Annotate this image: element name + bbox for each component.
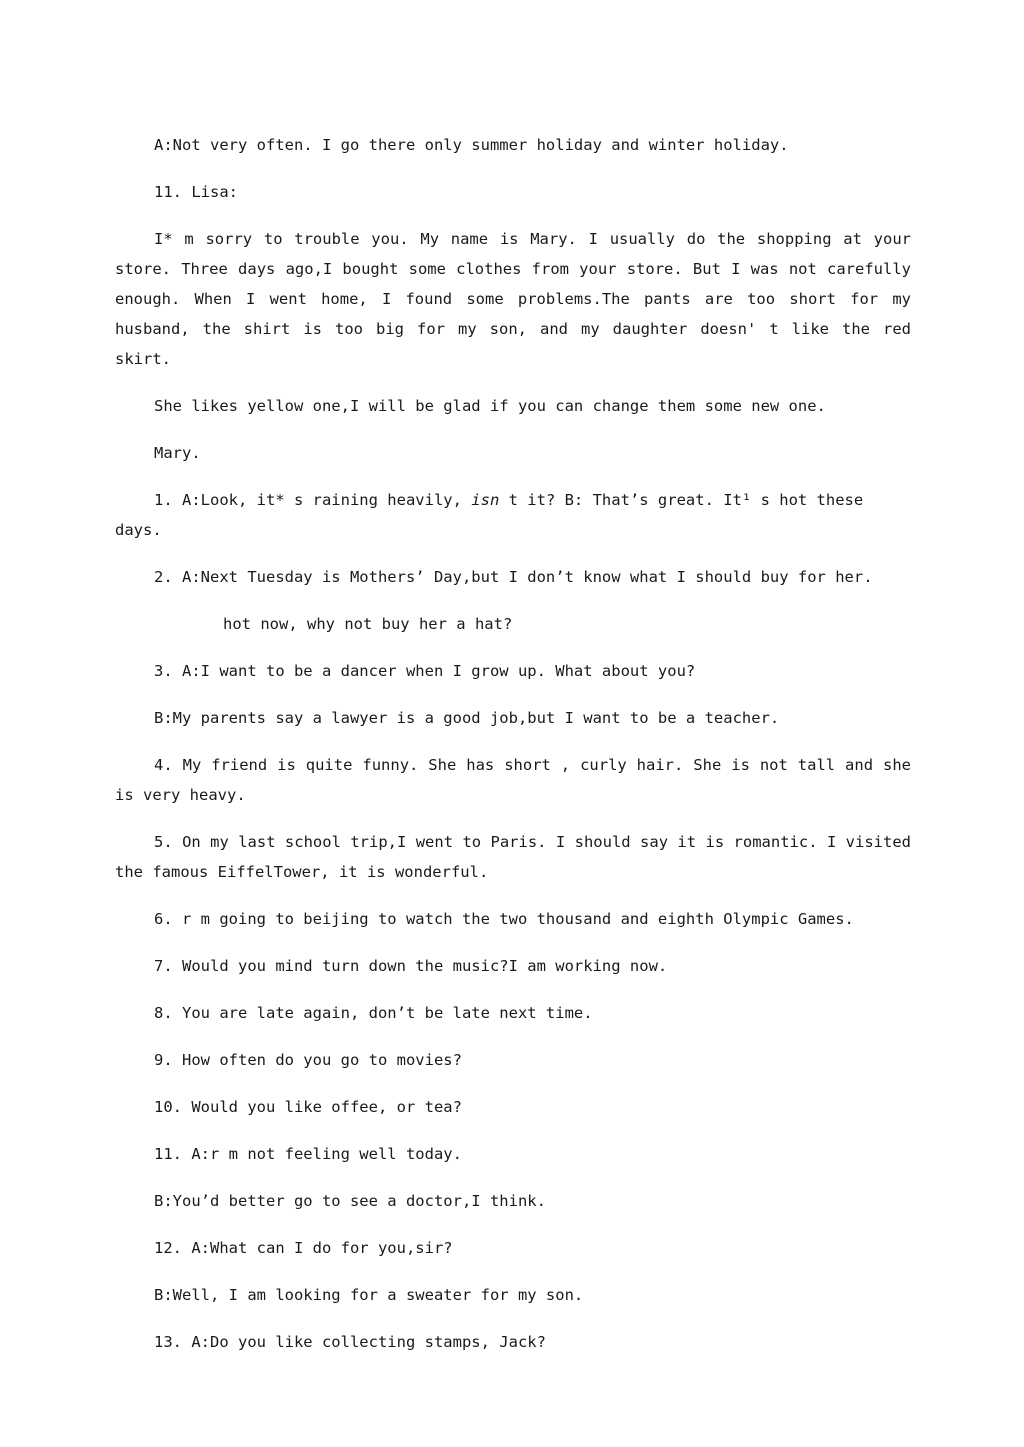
paragraph-item-12: 12. A:What can I do for you,sir? [154, 1239, 453, 1257]
paragraph-item-4: 4. My friend is quite funny. She has short , curly hair. She is not tall and she is very heavy. [115, 756, 911, 804]
paragraph-item-10: 10. Would you like offee, or tea? [154, 1098, 462, 1116]
paragraph-answer-a: A:Not very often. I go there only summer holiday and winter holiday. [154, 136, 789, 154]
paragraph-item-1 [115, 485, 911, 545]
paragraph-letter-body: I* m sorry to trouble you. My name is Mary. I usually do the shopping at your store. Three days ago,I bought some clothes from your store. But I was not carefully enough. When I went home, I found some problems.The pants are too short for my husband, the shirt is too big for my son, and my daughter doesn' t like the red skirt. [115, 230, 911, 368]
item-1-part-a: 1. A:Look, it* s raining heavily, [154, 491, 472, 509]
paragraph-item-11: 11. A:r m not feeling well today. [154, 1145, 462, 1163]
paragraph-item-7: 7. Would you mind turn down the music?I am working now. [154, 957, 668, 975]
paragraph-item-9: 9. How often do you go to movies? [154, 1051, 462, 1069]
paragraph-item-2: 2. A:Next Tuesday is Mothers’ Day,but I don’t know what I should buy for her. [154, 568, 873, 586]
paragraph-item-6: 6. r m going to beijing to watch the two thousand and eighth Olympic Games. [154, 910, 854, 928]
paragraph-signature: Mary. [154, 444, 201, 462]
paragraph-item-13: 13. A:Do you like collecting stamps, Jack? [154, 1333, 546, 1351]
paragraph-item-3-reply: B:My parents say a lawyer is a good job,but I want to be a teacher. [154, 709, 780, 727]
paragraph-item-8: 8. You are late again, don’t be late next time. [154, 1004, 593, 1022]
item-1-part-c: t it? B: That’s great. It¹ s hot these days. [115, 491, 864, 539]
item-1-italic-word: isn [471, 491, 500, 509]
paragraph-heading-lisa: 11. Lisa: [154, 183, 238, 201]
paragraph-item-2-continuation: hot now, why not buy her a hat? [223, 615, 513, 633]
document-body [115, 130, 911, 1374]
paragraph-item-11-reply: B:You’d better go to see a doctor,I think. [154, 1192, 546, 1210]
paragraph-item-3: 3. A:I want to be a dancer when I grow up. What about you? [154, 662, 696, 680]
paragraph-item-5: 5. On my last school trip,I went to Paris. I should say it is romantic. I visited the famous EiffelTower, it is wonderful. [115, 833, 911, 881]
paragraph-letter-request: She likes yellow one,I will be glad if you can change them some new one. [154, 397, 826, 415]
paragraph-item-12-reply: B:Well, I am looking for a sweater for my son. [154, 1286, 584, 1304]
